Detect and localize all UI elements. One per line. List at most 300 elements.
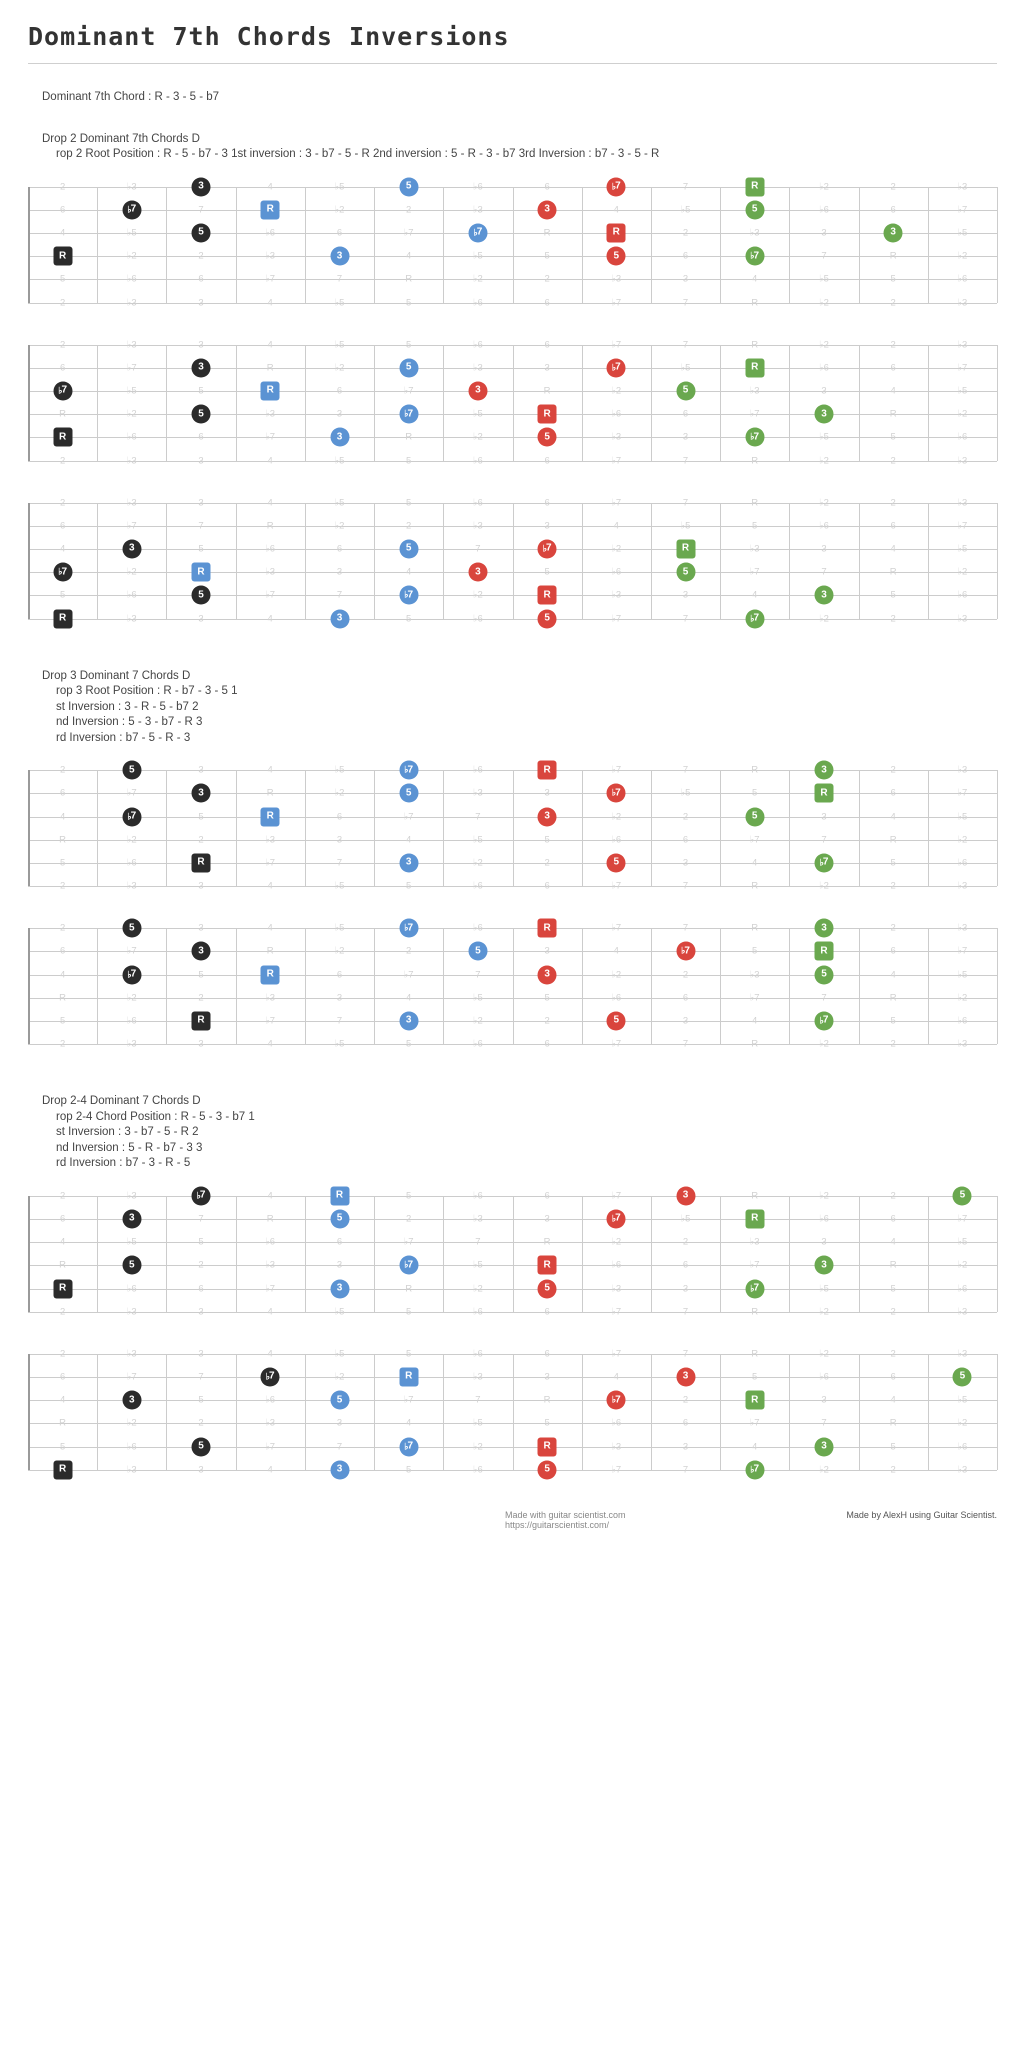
degree-label: 5 [406,1464,412,1476]
degree-label: ♭6 [473,1038,483,1050]
degree-label: 4 [752,589,758,601]
note-marker: R [745,358,764,377]
degree-label: R [889,1417,897,1429]
degree-label: 6 [544,297,550,309]
fret-line [374,187,375,303]
note-marker: R [538,1256,557,1275]
degree-label: 2 [59,181,66,193]
degree-label: 6 [544,1038,550,1050]
degree-label: 3 [198,1348,204,1360]
section-heading-drop2-block [0,132,1025,163]
note-marker: R [538,405,557,424]
degree-label: 6 [682,408,689,420]
fret-line [443,1354,444,1470]
fret-line [928,770,929,886]
fret-line [928,1354,929,1470]
degree-label: ♭5 [957,543,968,555]
degree-label: ♭3 [126,613,137,625]
nut-line [28,1354,30,1470]
degree-label: ♭6 [473,297,483,309]
degree-label: 7 [682,339,689,351]
degree-label: 6 [59,1213,66,1225]
fret-line [374,345,375,461]
intro-text [0,90,1025,106]
degree-label: ♭6 [265,227,276,239]
degree-label: ♭3 [265,408,276,420]
degree-label: 7 [682,181,689,193]
note-marker: ♭ 7 [676,942,695,961]
degree-label: 7 [475,969,481,981]
note-marker: 5 [676,563,695,582]
degree-label: ♭3 [957,613,968,625]
degree-label: ♭7 [126,787,137,799]
note-marker: R [192,853,211,872]
degree-label: ♭3 [957,1306,968,1318]
degree-label: ♭3 [749,543,760,555]
note-marker: 3 [399,853,418,872]
degree-label: ♭5 [819,431,829,443]
degree-label: ♭2 [334,1371,345,1383]
degree-label: ♭2 [473,857,483,869]
degree-label: ♭3 [126,1348,137,1360]
degree-label: 5 [406,497,412,509]
degree-label: 2 [544,273,550,285]
fret-line [582,503,583,619]
note-marker: ♭ 7 [607,1209,626,1228]
degree-label: 4 [890,385,896,397]
fret-line [97,1354,98,1470]
footer-author: Made by AlexH using Guitar Scientist. [846,1509,997,1520]
degree-label: R [59,408,67,420]
note-marker: 3 [468,563,487,582]
degree-label: 3 [198,613,204,625]
degree-label: 2 [59,339,66,351]
note-marker: ♭ 7 [815,853,834,872]
degree-label: ♭6 [473,1464,483,1476]
note-marker: R [676,539,695,558]
degree-label: ♭6 [473,1306,483,1318]
degree-label: ♭3 [473,204,483,216]
fret-line [651,345,652,461]
degree-label: ♭2 [126,834,137,846]
degree-label: ♭6 [611,566,622,578]
degree-label: 4 [267,1038,273,1050]
degree-label: 5 [890,1441,896,1452]
note-marker: 5 [538,609,557,628]
degree-label: ♭6 [957,1441,968,1452]
section-line-drop24-4: rd Inversion : b7 - 3 - R - 5 [56,1157,191,1170]
degree-label: 6 [198,431,204,443]
degree-label: ♭2 [957,1259,968,1271]
degree-label: ♭6 [957,273,968,285]
degree-label: ♭7 [957,520,968,532]
fret-line [443,1196,444,1312]
note-marker: R [261,965,280,984]
fret-line [720,1196,721,1312]
degree-label: ♭5 [957,969,968,981]
footer-credit-text: Made with guitar scientist.com [505,1509,626,1520]
degree-label: 4 [613,520,619,532]
footer-credit-url[interactable]: https://guitarscientist.com/ [505,1519,610,1530]
note-marker: 3 [676,1367,695,1386]
fret-line [859,928,860,1044]
degree-label: 2 [682,969,689,981]
fret-line [720,770,721,886]
fret-line [582,1354,583,1470]
degree-label: 7 [682,1348,689,1360]
degree-label: ♭3 [473,787,483,799]
degree-label: ♭6 [473,922,483,934]
degree-label: 3 [336,566,343,578]
string-line [28,461,997,462]
note-marker: 3 [884,223,903,242]
degree-label: ♭2 [957,408,968,420]
degree-label: 2 [59,1038,66,1050]
degree-label: 6 [682,1259,689,1271]
degree-label: 2 [890,297,896,309]
degree-label: ♭2 [957,250,968,262]
degree-label: ♭5 [473,834,483,846]
degree-label: ♭5 [819,273,829,285]
degree-label: 5 [890,857,896,869]
note-marker: ♭ 7 [815,1011,834,1030]
degree-label: 3 [821,543,827,555]
degree-label: ♭6 [957,431,968,443]
note-marker: R [745,177,764,196]
degree-label: ♭2 [611,969,622,981]
degree-label: 7 [682,613,689,625]
fret-line [789,503,790,619]
note-marker: 5 [745,200,764,219]
degree-label: 3 [544,787,550,799]
note-marker: ♭ 7 [122,965,141,984]
degree-label: 4 [890,811,896,823]
degree-label: ♭2 [819,613,829,625]
degree-label: R [543,227,551,239]
degree-label: ♭3 [126,880,137,892]
degree-label: ♭2 [957,992,968,1004]
fret-line [374,503,375,619]
degree-label: 6 [59,1371,66,1383]
degree-label: 5 [890,589,896,601]
degree-label: 3 [198,455,204,467]
degree-label: ♭2 [334,787,345,799]
degree-label: 2 [890,339,896,351]
fret-line [997,770,998,886]
fret-line [997,928,998,1044]
degree-label: ♭2 [126,250,137,262]
page-title: Dominant 7th Chords Inversions [28,22,510,51]
degree-label: ♭6 [473,181,483,193]
degree-label: ♭6 [126,1283,137,1294]
fret-line [305,928,306,1044]
degree-label: 3 [198,1464,204,1476]
degree-label: R [59,1417,67,1429]
degree-label: R [543,1236,551,1248]
degree-label: R [889,566,897,578]
degree-label: 6 [890,520,896,532]
degree-label: 6 [336,969,343,981]
degree-label: 5 [406,455,412,467]
note-marker: 5 [538,1279,557,1298]
note-marker: ♭ 7 [399,1256,418,1275]
degree-label: ♭5 [680,204,691,216]
degree-label: 6 [890,787,896,799]
degree-label: ♭5 [957,1394,968,1406]
fret-line [443,770,444,886]
degree-label: 5 [59,273,66,285]
degree-label: 6 [682,1417,689,1429]
degree-label: 2 [890,613,896,625]
degree-label: 2 [890,181,896,193]
note-marker: 5 [953,1186,972,1205]
note-marker: 3 [468,381,487,400]
section-line-drop3-3: nd Inversion : 5 - 3 - b7 - R 3 [56,716,203,729]
note-marker: ♭ 7 [607,177,626,196]
degree-label: 4 [613,1371,619,1383]
fret-line [166,345,167,461]
degree-label: R [266,362,274,374]
degree-label: 2 [890,1190,896,1202]
fret-line [720,187,721,303]
degree-label: ♭7 [403,969,414,981]
degree-label: ♭6 [265,1236,276,1248]
degree-label: ♭2 [819,1190,829,1202]
degree-label: ♭3 [126,1038,137,1050]
degree-label: 4 [613,945,619,957]
fret-line [859,770,860,886]
degree-label: ♭3 [957,181,968,193]
degree-label: ♭5 [334,455,345,467]
degree-label: ♭6 [611,1259,622,1271]
fret-line [651,928,652,1044]
footer [0,1504,1025,1546]
degree-label: ♭7 [611,922,622,934]
fret-line [513,1354,514,1470]
degree-label: ♭3 [473,1213,483,1225]
degree-label: 3 [821,385,827,397]
degree-label: 3 [682,589,689,601]
degree-label: ♭3 [265,1259,276,1271]
degree-label: 6 [336,385,343,397]
degree-label: 4 [890,543,896,555]
degree-label: ♭2 [819,880,829,892]
degree-label: 7 [821,992,827,1004]
degree-label: ♭3 [473,1371,483,1383]
degree-label: ♭6 [819,362,829,374]
degree-label: 3 [544,520,550,532]
degree-label: 2 [198,250,204,262]
degree-label: 2 [890,1038,896,1050]
nut-line [28,770,30,886]
fret-line [651,187,652,303]
note-marker: R [261,807,280,826]
fret-line [97,928,98,1044]
degree-label: ♭7 [265,431,276,443]
degree-label: 6 [198,273,204,285]
degree-label: 4 [406,250,412,262]
note-marker: 5 [538,428,557,447]
note-marker: 5 [399,358,418,377]
fret-line [997,503,998,619]
fret-line [789,928,790,1044]
degree-label: ♭5 [819,1283,829,1294]
degree-label: ♭6 [819,1371,829,1383]
degree-label: ♭7 [265,1015,276,1027]
section-line-drop3-4: rd Inversion : b7 - 5 - R - 3 [56,731,191,744]
drop2-diagram-2 [28,337,997,469]
note-marker: 5 [468,942,487,961]
fret-line [443,928,444,1044]
degree-label: 7 [475,811,481,823]
degree-label: ♭6 [957,1015,968,1027]
degree-label: 6 [59,204,66,216]
note-marker: R [538,586,557,605]
drop2-diagram-1 [28,179,997,311]
degree-label: 2 [890,1348,896,1360]
degree-label: ♭3 [126,455,137,467]
nut-line [28,928,30,1044]
degree-label: ♭2 [957,1417,968,1429]
degree-label: ♭6 [126,1015,137,1027]
degree-label: 3 [821,227,827,239]
degree-label: 2 [682,227,689,239]
degree-label: 4 [752,1015,758,1027]
note-marker: 3 [399,1011,418,1030]
degree-label: 2 [890,455,896,467]
drop24-diagram-2 [28,1346,997,1478]
degree-label: 2 [59,880,66,892]
degree-label: 6 [544,880,550,892]
degree-label: ♭6 [126,589,137,601]
degree-label: 4 [752,1441,758,1452]
degree-label: R [751,1306,759,1318]
note-marker: R [607,223,626,242]
degree-label: ♭6 [819,520,829,532]
degree-label: ♭3 [749,969,760,981]
degree-label: 7 [336,1441,343,1452]
degree-label: ♭7 [611,339,622,351]
fret-line [305,503,306,619]
degree-label: ♭7 [749,566,760,578]
fret-line [374,928,375,1044]
degree-label: 2 [59,1306,66,1318]
degree-label: 3 [682,857,689,869]
degree-label: ♭7 [265,273,276,285]
degree-label: ♭3 [749,1236,760,1248]
degree-label: ♭5 [334,339,345,351]
degree-label: 6 [544,1306,550,1318]
degree-label: 5 [198,969,204,981]
degree-label: 2 [682,1236,689,1248]
note-marker: 3 [330,1460,349,1479]
note-marker: R [745,1209,764,1228]
degree-label: ♭3 [957,1464,968,1476]
degree-label: ♭3 [265,566,276,578]
degree-label: ♭3 [957,1038,968,1050]
fret-line [166,770,167,886]
fret-line [582,1196,583,1312]
degree-label: ♭5 [473,1259,483,1271]
note-marker: ♭ 7 [261,1367,280,1386]
degree-label: ♭6 [611,408,622,420]
degree-label: ♭3 [749,385,760,397]
note-marker: 5 [815,965,834,984]
degree-label: ♭7 [611,1038,622,1050]
degree-label: 4 [267,764,273,776]
degree-label: 2 [890,497,896,509]
degree-label: ♭6 [819,204,829,216]
degree-label: 2 [682,811,689,823]
fret-line [789,1196,790,1312]
degree-label: ♭5 [473,1417,483,1429]
note-marker: R [53,1279,72,1298]
degree-label: ♭2 [957,566,968,578]
degree-label: ♭3 [126,339,137,351]
section-heading-drop3: Drop 3 Dominant 7 Chords D [42,669,191,682]
fret-line [859,503,860,619]
degree-label: 4 [890,969,896,981]
degree-label: 3 [544,1371,550,1383]
note-marker: ♭ 7 [745,1279,764,1298]
degree-label: ♭6 [473,880,483,892]
note-marker: 5 [953,1367,972,1386]
section-heading-drop24: Drop 2-4 Dominant 7 Chords D [42,1095,201,1108]
fret-line [513,1196,514,1312]
degree-label: R [751,1038,759,1050]
degree-label: ♭7 [957,362,968,374]
degree-label: 3 [336,834,343,846]
degree-label: 5 [198,543,204,555]
degree-label: 2 [59,455,66,467]
fret-line [97,187,98,303]
degree-label: 3 [198,497,204,509]
degree-label: 5 [59,1015,66,1027]
degree-label: ♭7 [749,1417,760,1429]
degree-label: 4 [267,339,273,351]
fret-line [97,1196,98,1312]
degree-label: ♭6 [126,1441,137,1452]
degree-label: 5 [406,1038,412,1050]
section-line-drop3-1: rop 3 Root Position : R - b7 - 3 - 5 1 [56,685,238,698]
degree-label: ♭7 [403,1236,414,1248]
degree-label: 7 [336,589,343,601]
note-marker: 5 [399,539,418,558]
degree-label: 3 [682,273,689,285]
degree-label: ♭2 [819,339,829,351]
note-marker: ♭ 7 [399,761,418,780]
degree-label: 2 [59,922,66,934]
note-marker: ♭ 7 [53,563,72,582]
fret-line [651,770,652,886]
degree-label: 3 [336,992,343,1004]
degree-label: 2 [406,1213,412,1225]
degree-label: 4 [752,857,758,869]
fret-line [236,187,237,303]
degree-label: ♭5 [680,520,691,532]
degree-label: 7 [682,1038,689,1050]
fret-line [443,345,444,461]
note-marker: 3 [122,1209,141,1228]
note-marker: R [192,1011,211,1030]
fret-line [513,770,514,886]
fret-line [97,503,98,619]
degree-label: 2 [406,520,412,532]
degree-label: ♭2 [473,1441,483,1452]
degree-label: ♭6 [611,834,622,846]
degree-label: 6 [544,455,550,467]
degree-label: 2 [406,945,412,957]
